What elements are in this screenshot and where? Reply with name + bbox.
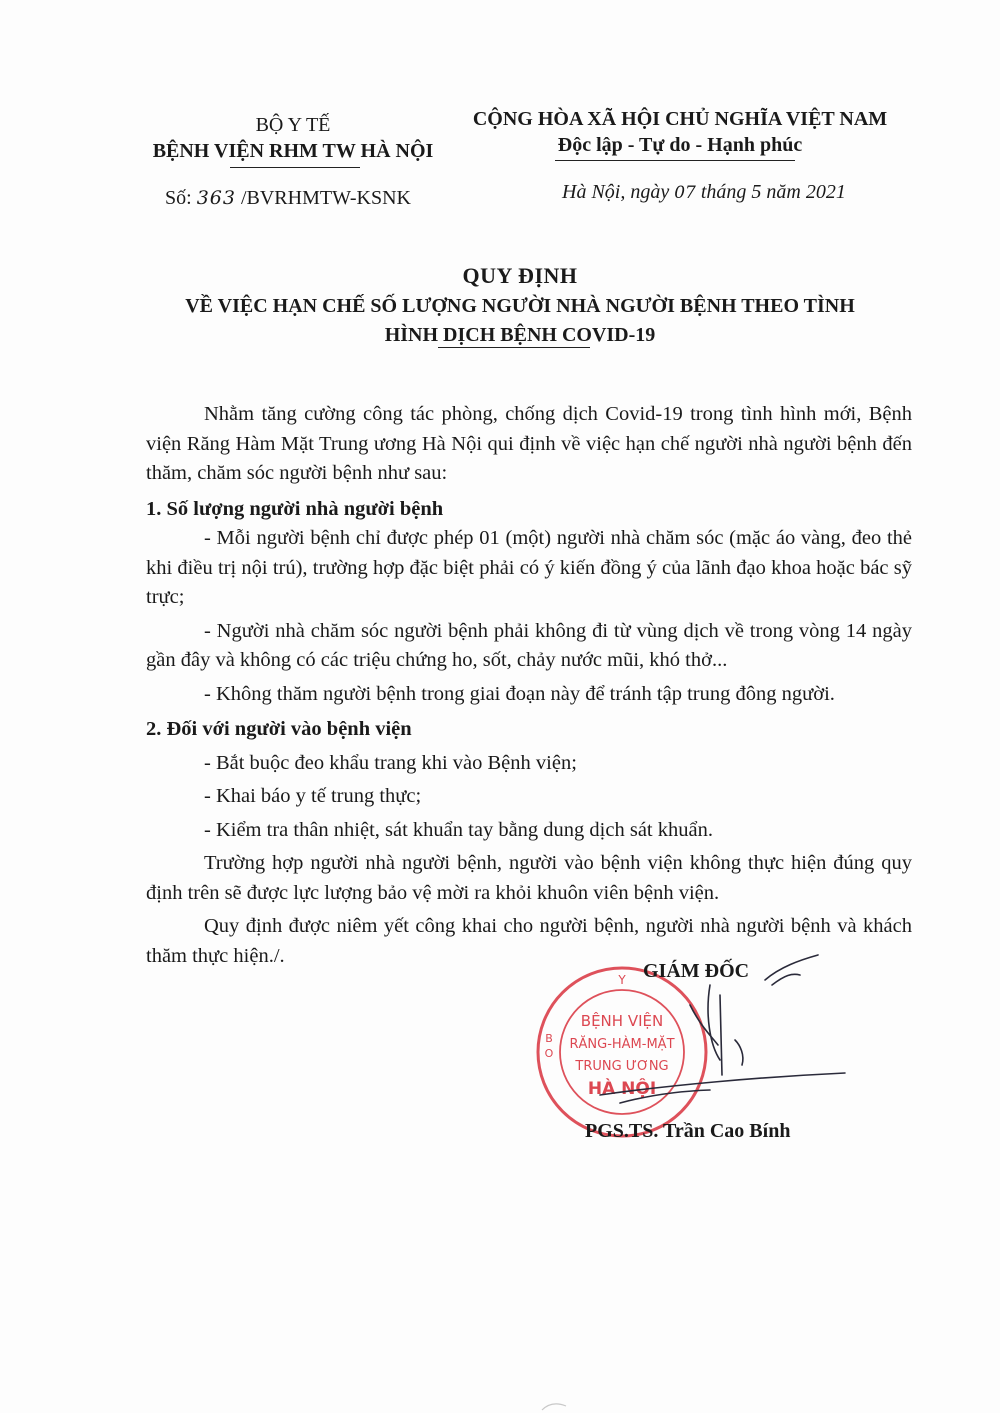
stamp-top-letter: Y	[618, 973, 626, 987]
handwritten-signature	[560, 945, 850, 1135]
title-line-2: HÌNH DỊCH BỆNH COVID-19	[384, 324, 656, 346]
closing-paragraph-1: Trường hợp người nhà người bệnh, người vào bệnh viện không thực hiện đúng quy định trên sẽ được lực lượng bảo vệ mời ra khỏi khuôn viên bệnh viện.	[146, 852, 912, 904]
number-suffix: /BVRHMTW-KSNK	[235, 187, 411, 209]
stamp-line-3: TRUNG ƯƠNG	[575, 1059, 669, 1074]
hospital-name: BỆNH VIỆN RHM TW HÀ NỘI	[152, 140, 434, 162]
number-prefix: Số:	[165, 187, 197, 209]
issuer-underline	[230, 167, 360, 168]
document-number	[165, 187, 411, 210]
section-2-item: - Bắt buộc đeo khẩu trang khi vào Bệnh viện;	[204, 751, 577, 774]
date-prefix: Hà Nội, ngày	[562, 181, 675, 203]
section-2-item: - Kiểm tra thân nhiệt, sát khuẩn tay bằng dung dịch sát khuẩn.	[204, 818, 713, 841]
stamp-line-2: RĂNG-HÀM-MẶT	[569, 1037, 675, 1052]
national-header	[440, 106, 920, 158]
section-1-item: - Người nhà chăm sóc người bệnh phải không đi từ vùng dịch về trong vòng 14 ngày gần đây và không có các triệu chứng ho, sốt, chảy nước mũi, khó thở...	[146, 619, 912, 671]
section-1-item: - Mỗi người bệnh chỉ được phép 01 (một) người nhà chăm sóc (mặc áo vàng, đeo thẻ khi điều trị nội trú), trường hợp đặc biệt phải có ý kiến đồng ý của lãnh đạo khoa hoặc bác sỹ trực;	[146, 527, 912, 608]
document-date	[562, 181, 846, 204]
date-suffix: tháng 5 năm 2021	[695, 181, 846, 203]
intro-paragraph: Nhằm tăng cường công tác phòng, chống dịch Covid-19 trong tình hình mới, Bệnh viện Răng Hàm Mặt Trung ương Hà Nội qui định về việc hạn chế người nhà người bệnh đến thăm, chăm sóc người bệnh như sau:	[146, 403, 912, 484]
signer-name: PGS.TS. Trần Cao Bính	[585, 1120, 791, 1142]
handwritten-day: 07	[674, 183, 696, 203]
issuer-header	[118, 112, 468, 164]
scan-artifact	[540, 1400, 570, 1413]
stamp-left-letter: B	[545, 1032, 553, 1045]
stamp-left-letter: O	[544, 1047, 554, 1060]
section-2-item: - Khai báo y tế trung thực;	[204, 785, 422, 807]
republic-name: CỘNG HÒA XÃ HỘI CHỦ NGHĨA VIỆT NAM	[472, 108, 888, 130]
title-line-1: VỀ VIỆC HẠN CHẾ SỐ LƯỢNG NGƯỜI NHÀ NGƯỜI BỆNH THEO TÌNH	[185, 295, 855, 317]
section-1-heading: 1. Số lượng người nhà người bệnh	[146, 497, 444, 520]
handwritten-number: 363	[196, 187, 236, 209]
stamp-line-1: BỆNH VIỆN	[580, 1012, 664, 1030]
motto-underline	[555, 160, 795, 161]
closing-paragraph-2: Quy định được niêm yết công khai cho người bệnh, người nhà người bệnh và khách thăm thực hiện./.	[146, 915, 912, 967]
ministry-name: BỘ Y TẾ	[255, 114, 331, 136]
title-underline	[438, 347, 590, 348]
document-body	[146, 400, 912, 971]
title-main: QUY ĐỊNH	[462, 263, 578, 288]
signature-title: GIÁM ĐỐC	[643, 960, 750, 982]
section-1-item: - Không thăm người bệnh trong giai đoạn này để tránh tập trung đông người.	[204, 682, 835, 705]
stamp-line-4: HÀ NỘI	[587, 1079, 657, 1099]
national-motto: Độc lập - Tự do - Hạnh phúc	[557, 134, 803, 156]
document-title	[120, 260, 920, 350]
section-2-heading: 2. Đối với người vào bệnh viện	[146, 718, 412, 740]
